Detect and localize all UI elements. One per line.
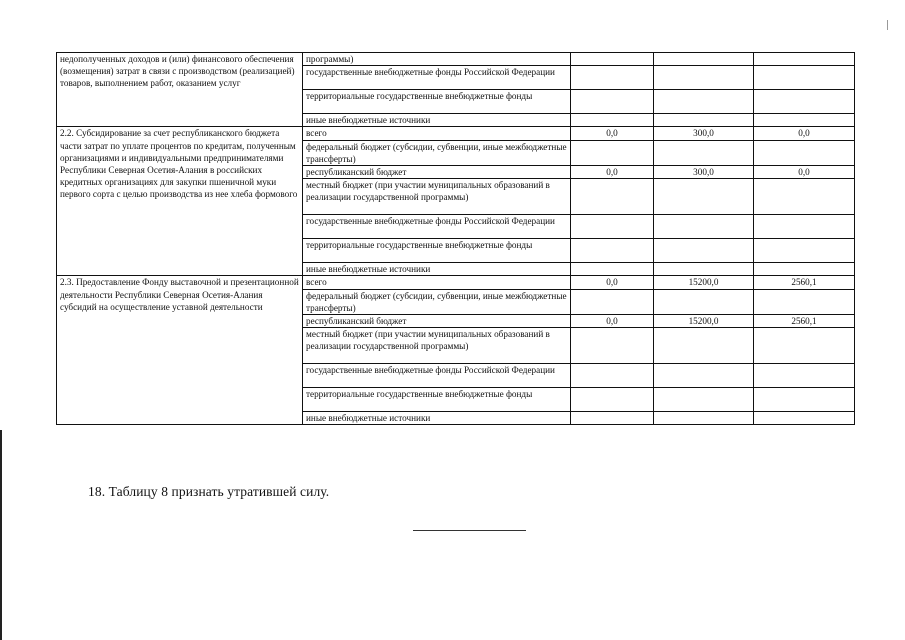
- funding-source-cell: территориальные государственные внебюджетные фонды: [303, 90, 571, 114]
- amount-cell-year-3: 2560,1: [754, 276, 855, 289]
- amount-cell-year-3: [754, 215, 855, 239]
- amount-cell-year-2: 300,0: [654, 166, 754, 179]
- amount-cell-year-2: [654, 140, 754, 165]
- amount-cell-year-3: [754, 179, 855, 215]
- amount-cell-year-2: [654, 412, 754, 425]
- amount-cell-year-3: [754, 114, 855, 127]
- amount-cell-year-2: 15200,0: [654, 315, 754, 328]
- amount-cell-year-1: [571, 179, 654, 215]
- funding-source-cell: территориальные государственные внебюджетные фонды: [303, 239, 571, 263]
- funding-source-cell: федеральный бюджет (субсидии, субвенции, иные межбюджетные трансферты): [303, 289, 571, 314]
- amount-cell-year-3: [754, 263, 855, 276]
- amount-cell-year-1: [571, 140, 654, 165]
- amount-cell-year-2: 300,0: [654, 127, 754, 140]
- amount-cell-year-3: 2560,1: [754, 315, 855, 328]
- amount-cell-year-2: [654, 289, 754, 314]
- funding-source-cell: государственные внебюджетные фонды Российской Федерации: [303, 215, 571, 239]
- amount-cell-year-1: [571, 289, 654, 314]
- amount-cell-year-2: 15200,0: [654, 276, 754, 289]
- amount-cell-year-3: [754, 364, 855, 388]
- amount-cell-year-3: [754, 328, 855, 364]
- amount-cell-year-1: [571, 412, 654, 425]
- amount-cell-year-2: [654, 90, 754, 114]
- amount-cell-year-2: [654, 53, 754, 66]
- amount-cell-year-3: [754, 90, 855, 114]
- funding-source-cell: иные внебюджетные источники: [303, 263, 571, 276]
- measure-cell: 2.2. Субсидирование за счет республиканского бюджета части затрат по уплате процентов по кредитам, полученным организациями и индивидуальными предпринимателями Республики Северная Осетия-Алания в российских кредитных организациях для закупки пшеничной муки первого сорта с целью производства из нее хлеба формового: [57, 127, 303, 276]
- amount-cell-year-2: [654, 215, 754, 239]
- funding-source-cell: федеральный бюджет (субсидии, субвенции, иные межбюджетные трансферты): [303, 140, 571, 165]
- funding-source-cell: государственные внебюджетные фонды Российской Федерации: [303, 66, 571, 90]
- amount-cell-year-3: [754, 388, 855, 412]
- funding-source-cell: иные внебюджетные источники: [303, 114, 571, 127]
- funding-source-cell: программы): [303, 53, 571, 66]
- amount-cell-year-3: 0,0: [754, 127, 855, 140]
- financing-table: [56, 52, 855, 425]
- funding-source-cell: иные внебюджетные источники: [303, 412, 571, 425]
- amount-cell-year-1: 0,0: [571, 315, 654, 328]
- table-row: [57, 127, 855, 140]
- amount-cell-year-3: [754, 239, 855, 263]
- measure-cell: 2.3. Предоставление Фонду выставочной и презентационной деятельности Республики Северная Осетия-Алания субсидий на осуществление уставной деятельности: [57, 276, 303, 425]
- funding-source-cell: республиканский бюджет: [303, 166, 571, 179]
- funding-source-cell: республиканский бюджет: [303, 315, 571, 328]
- amount-cell-year-2: [654, 263, 754, 276]
- table-row: [57, 53, 855, 66]
- amount-cell-year-1: [571, 328, 654, 364]
- amount-cell-year-1: [571, 114, 654, 127]
- funding-source-cell: всего: [303, 127, 571, 140]
- funding-source-cell: местный бюджет (при участии муниципальных образований в реализации государственной программы): [303, 179, 571, 215]
- closing-rule: [413, 530, 526, 531]
- amount-cell-year-2: [654, 179, 754, 215]
- amount-cell-year-3: [754, 140, 855, 165]
- amount-cell-year-2: [654, 328, 754, 364]
- amount-cell-year-2: [654, 388, 754, 412]
- amount-cell-year-3: [754, 53, 855, 66]
- funding-source-cell: территориальные государственные внебюджетные фонды: [303, 388, 571, 412]
- amount-cell-year-2: [654, 66, 754, 90]
- amount-cell-year-1: [571, 66, 654, 90]
- amount-cell-year-1: [571, 364, 654, 388]
- amount-cell-year-1: 0,0: [571, 166, 654, 179]
- amount-cell-year-1: [571, 215, 654, 239]
- amount-cell-year-3: [754, 289, 855, 314]
- funding-source-cell: государственные внебюджетные фонды Российской Федерации: [303, 364, 571, 388]
- amount-cell-year-3: [754, 412, 855, 425]
- amount-cell-year-1: [571, 53, 654, 66]
- measure-cell: недополученных доходов и (или) финансового обеспечения (возмещения) затрат в связи с производством (реализацией) товаров, выполнением работ, оказанием услуг: [57, 53, 303, 127]
- amount-cell-year-3: 0,0: [754, 166, 855, 179]
- amount-cell-year-1: 0,0: [571, 276, 654, 289]
- amount-cell-year-1: [571, 239, 654, 263]
- amount-cell-year-1: [571, 263, 654, 276]
- funding-source-cell: местный бюджет (при участии муниципальных образований в реализации государственной программы): [303, 328, 571, 364]
- amount-cell-year-1: 0,0: [571, 127, 654, 140]
- amount-cell-year-3: [754, 66, 855, 90]
- amount-cell-year-2: [654, 364, 754, 388]
- table-row: [57, 276, 855, 289]
- scan-mark: [887, 20, 888, 30]
- closing-paragraph: 18. Таблицу 8 признать утратившей силу.: [88, 484, 330, 499]
- amount-cell-year-2: [654, 239, 754, 263]
- amount-cell-year-1: [571, 388, 654, 412]
- scan-edge-line: [0, 430, 2, 640]
- funding-source-cell: всего: [303, 276, 571, 289]
- amount-cell-year-2: [654, 114, 754, 127]
- amount-cell-year-1: [571, 90, 654, 114]
